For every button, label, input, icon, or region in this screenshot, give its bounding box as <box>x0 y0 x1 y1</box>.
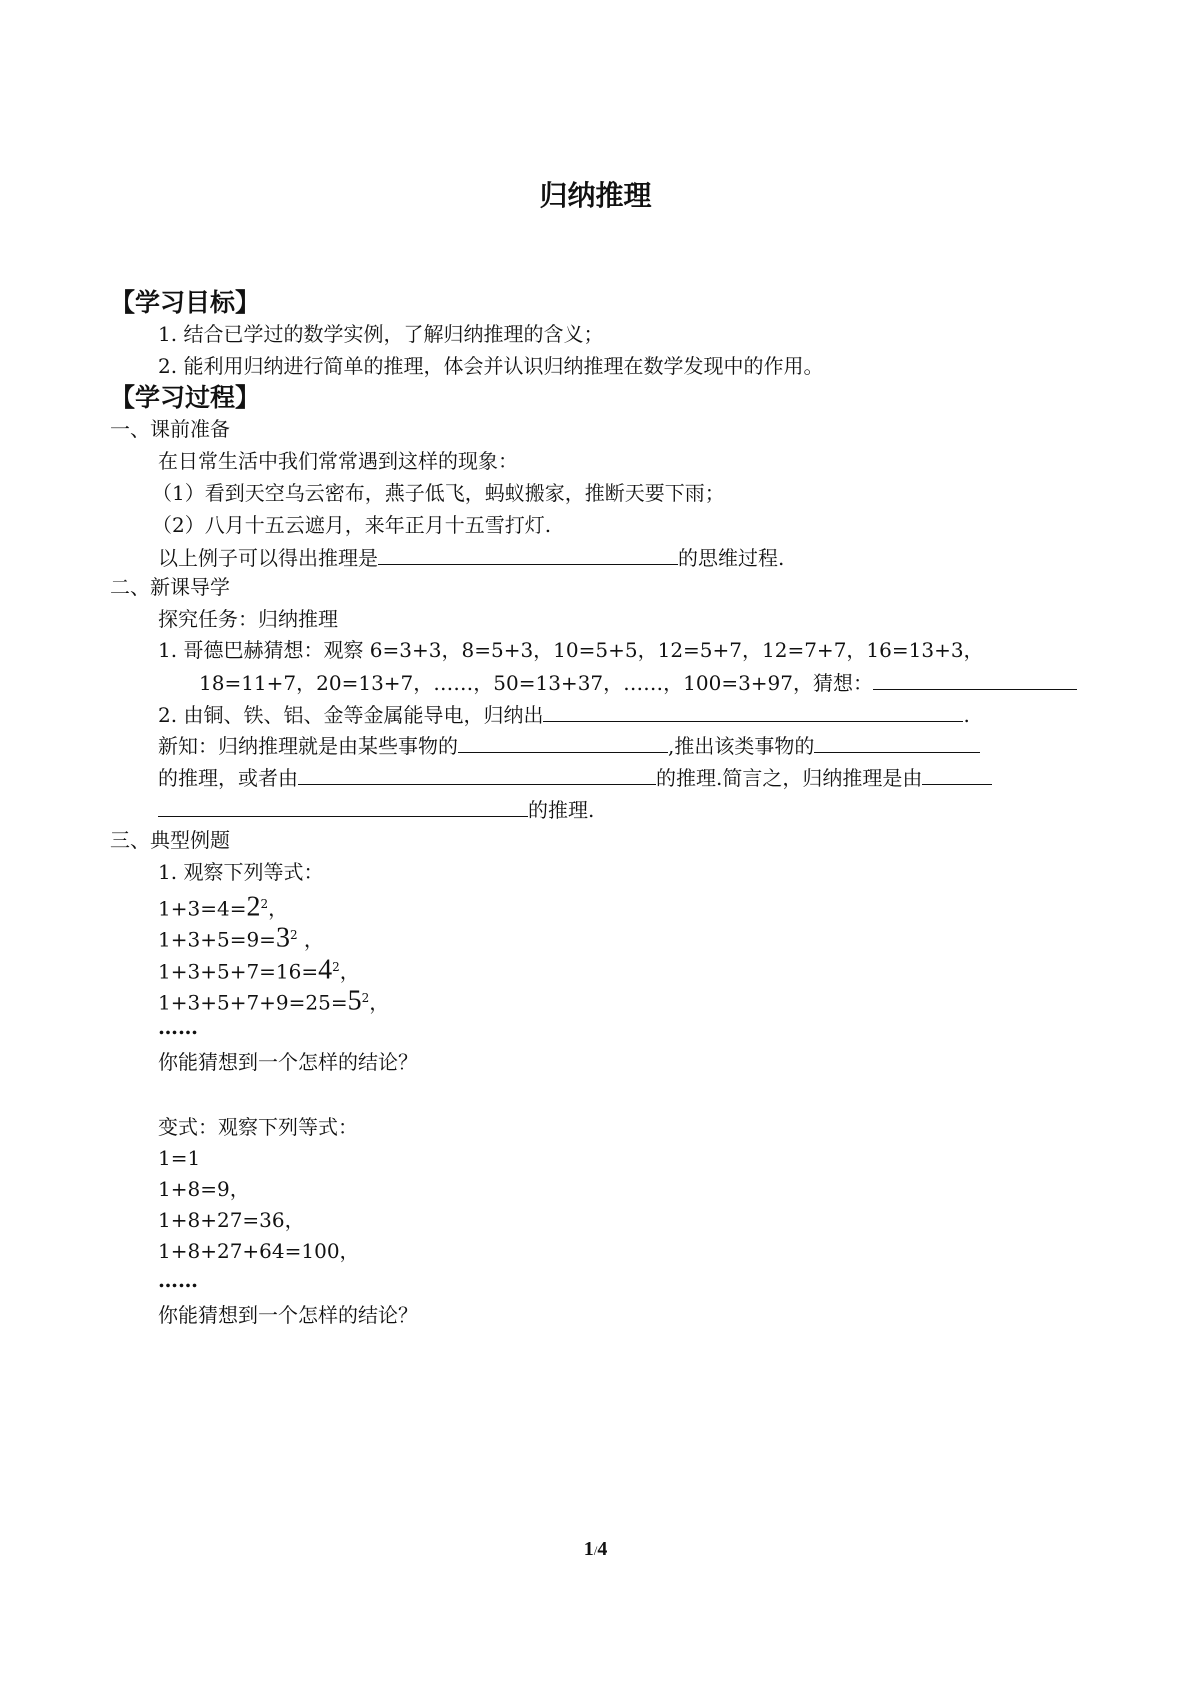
text: 的推理.简言之，归纳推理是由 <box>656 766 923 790</box>
eq-exp: 2 <box>289 928 298 942</box>
variant-equation: 1+8+27=36， <box>158 1208 305 1232</box>
eq-lhs: 1+3+5+7=16= <box>158 959 319 984</box>
page-title: 归纳推理 <box>539 179 652 212</box>
task-title: 探究任务：归纳推理 <box>158 607 338 631</box>
blank[interactable] <box>922 764 992 785</box>
page-sep: / <box>593 1543 598 1558</box>
new-knowledge-line <box>158 764 992 791</box>
text: 18=11+7，20=13+7，……，50=13+37，……，100=3+97，猜想： <box>199 671 874 695</box>
eq-lhs: 1+3=4= <box>158 896 247 921</box>
eq-end: ， <box>297 927 324 952</box>
process-heading: 【学习过程】 <box>110 383 261 412</box>
page-number <box>0 1538 1191 1561</box>
blank[interactable] <box>873 669 1077 690</box>
variant-equation: 1+8+27+64=100， <box>158 1239 360 1263</box>
fill-question <box>158 544 784 571</box>
variant-equation: 1+8=9， <box>158 1177 250 1201</box>
eq-base: 5 <box>347 985 362 1017</box>
example-title: 1. 观察下列等式： <box>158 860 324 884</box>
eq-lhs: 1+3+5=9= <box>158 927 276 952</box>
text: 的推理，或者由 <box>158 766 298 790</box>
example: （1）看到天空乌云密布，燕子低飞，蚂蚁搬家，推断天要下雨； <box>152 481 725 505</box>
goals-heading: 【学习目标】 <box>110 288 261 317</box>
eq-exp: 2 <box>260 897 269 911</box>
eq-lhs: 1+3+5+7+9=25= <box>158 990 348 1015</box>
text: 的思维过程. <box>678 546 785 570</box>
example: （2）八月十五云遮月，来年正月十五雪打灯. <box>152 513 552 537</box>
text: 以上例子可以得出推理是 <box>158 546 378 570</box>
section-heading: 二、新课导学 <box>110 575 230 599</box>
page-current: 1 <box>583 1538 594 1560</box>
text: ,推出该类事物的 <box>668 734 815 758</box>
eq-base: 3 <box>275 922 290 954</box>
eq-base: 2 <box>246 891 261 923</box>
question: 你能猜想到一个怎样的结论？ <box>158 1050 418 1074</box>
new-knowledge-line <box>158 732 980 759</box>
text: 新知：归纳推理就是由某些事物的 <box>158 734 458 758</box>
blank[interactable] <box>298 764 656 785</box>
eq-base: 4 <box>318 954 333 986</box>
equation <box>158 891 288 922</box>
text: 的推理. <box>528 798 595 822</box>
goldbach-line: 1. 哥德巴赫猜想：观察 6=3+3，8=5+3，10=5+5，12=5+7，12=7+7，16=13+3， <box>158 638 984 662</box>
blank[interactable] <box>543 701 963 722</box>
ellipsis: …… <box>158 1268 198 1292</box>
text: . <box>963 703 970 727</box>
page-total: 4 <box>597 1538 608 1560</box>
eq-exp: 2 <box>361 991 370 1005</box>
equation <box>158 954 360 985</box>
blank[interactable] <box>814 732 980 753</box>
new-knowledge-line <box>158 796 594 823</box>
paragraph: 在日常生活中我们常常遇到这样的现象： <box>158 449 518 473</box>
equation <box>158 985 389 1016</box>
eq-end: ， <box>369 990 390 1015</box>
goal-item: 2. 能利用归纳进行简单的推理，体会并认识归纳推理在数学发现中的作用。 <box>158 354 824 378</box>
text: 2. 由铜、铁、铝、金等金属能导电，归纳出 <box>158 703 544 727</box>
equation <box>158 922 324 953</box>
eq-end: ， <box>268 896 289 921</box>
blank[interactable] <box>158 796 528 817</box>
goal-item: 1. 结合已学过的数学实例，了解归纳推理的含义； <box>158 322 604 346</box>
blank[interactable] <box>458 732 668 753</box>
variant-title: 变式：观察下列等式： <box>158 1115 358 1139</box>
eq-exp: 2 <box>332 960 340 974</box>
ellipsis: …… <box>158 1015 198 1039</box>
question: 你能猜想到一个怎样的结论？ <box>158 1303 418 1327</box>
goldbach-line <box>199 669 1077 696</box>
section-heading: 三、典型例题 <box>110 828 230 852</box>
section-heading: 一、课前准备 <box>110 417 230 441</box>
eq-end: ， <box>339 959 360 984</box>
variant-equation: 1=1 <box>158 1146 201 1170</box>
blank[interactable] <box>378 544 678 565</box>
metal-line <box>158 701 970 728</box>
